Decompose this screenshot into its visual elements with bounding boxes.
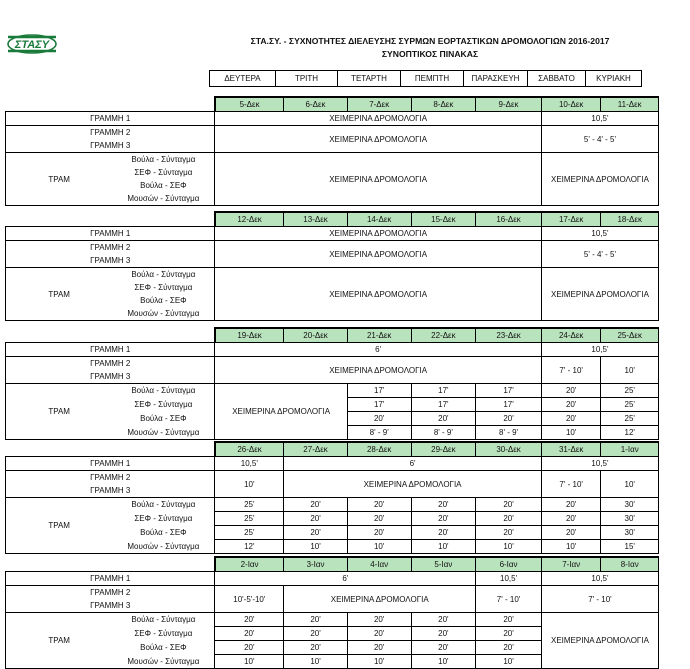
line-label: ΓΡΑΜΜΗ 1 [6, 343, 215, 357]
schedule-cell: 6' [215, 343, 541, 357]
schedule-cell: ΧΕΙΜΕΡΙΝΑ ΔΡΟΜΟΛΟΓΙΑ [215, 268, 541, 321]
logo-text: ΣΤΑΣΥ [14, 39, 50, 51]
schedule-cell: 8' - 9' [476, 426, 542, 440]
schedule-cell: 20' [476, 412, 542, 426]
date-cell: 6-Ιαν [476, 557, 542, 572]
schedule-cell: 20' [541, 384, 601, 398]
schedule-cell: 20' [284, 641, 348, 655]
schedule-cell: 17' [347, 398, 411, 412]
schedule-cell: 20' [411, 641, 476, 655]
schedule-cell: 25' [601, 412, 659, 426]
stasy-logo [6, 33, 58, 55]
date-cell: 27-Δεκ [284, 442, 348, 457]
date-cell: 13-Δεκ [284, 212, 348, 227]
schedule-cell: 30' [601, 512, 659, 526]
date-cell: 20-Δεκ [284, 328, 348, 343]
day-name: ΠΑΡΑΣΚΕΥΗ [464, 71, 528, 87]
schedule-cell: 10' [476, 540, 542, 554]
date-cell: 7-Δεκ [347, 97, 411, 112]
day-header [209, 70, 642, 87]
schedule-cell: 20' [541, 498, 601, 512]
schedule-cell: 10,5' [541, 343, 658, 357]
schedule-cell: 7' - 10' [541, 471, 601, 498]
date-cell: 24-Δεκ [541, 328, 601, 343]
schedule-cell: 17' [476, 384, 542, 398]
line-label: ΓΡΑΜΜΗ 3 [6, 599, 215, 613]
date-cell: 2-Ιαν [215, 557, 284, 572]
date-cell: 19-Δεκ [215, 328, 284, 343]
schedule-cell: 25' [601, 398, 659, 412]
schedule-cell: 5' - 4' - 5' [541, 126, 658, 153]
line-label: ΓΡΑΜΜΗ 3 [6, 370, 215, 384]
schedule-cell: 10,5' [541, 457, 658, 471]
tram-route: Μουσών - Σύνταγμα [112, 426, 215, 440]
schedule-cell: 20' [284, 526, 348, 540]
date-cell: 18-Δεκ [601, 212, 659, 227]
date-cell: 8-Ιαν [601, 557, 659, 572]
tram-route: Μουσών - Σύνταγμα [112, 655, 215, 669]
schedule-cell: 7' - 10' [541, 357, 601, 384]
schedule-cell: 20' [411, 412, 476, 426]
schedule-cell: 10' [601, 357, 659, 384]
date-cell: 1-Ιαν [601, 442, 659, 457]
schedule-cell: 7' - 10' [541, 586, 658, 613]
tram-label: ΤΡΑΜ [6, 384, 113, 440]
line-label: ΓΡΑΜΜΗ 1 [6, 457, 215, 471]
day-name: ΠΕΜΠΤΗ [401, 71, 464, 87]
week-table [5, 556, 659, 669]
date-cell: 11-Δεκ [601, 97, 659, 112]
tram-route: ΣΕΦ - Σύνταγμα [134, 283, 193, 292]
line-label: ΓΡΑΜΜΗ 1 [6, 227, 215, 241]
schedule-cell: 20' [347, 498, 411, 512]
date-cell: 23-Δεκ [476, 328, 542, 343]
tram-route: ΣΕΦ - Σύνταγμα [134, 514, 193, 523]
schedule-cell: 20' [411, 613, 476, 627]
tram-route: Μουσών - Σύνταγμα [112, 192, 215, 206]
schedule-cell: 10,5' [541, 112, 658, 126]
schedule-cell: 20' [215, 613, 284, 627]
schedule-cell: 10' [601, 471, 659, 498]
day-name: ΚΥΡΙΑΚΗ [586, 71, 642, 87]
date-cell: 21-Δεκ [347, 328, 411, 343]
schedule-cell: ΧΕΙΜΕΡΙΝΑ ΔΡΟΜΟΛΟΓΙΑ [284, 586, 476, 613]
line-label: ΓΡΑΜΜΗ 2 [6, 241, 215, 255]
date-cell: 5-Ιαν [411, 557, 476, 572]
schedule-cell: 10' [541, 426, 601, 440]
schedule-cell: 25' [215, 498, 284, 512]
schedule-cell: 10' [347, 540, 411, 554]
schedule-cell: ΧΕΙΜΕΡΙΝΑ ΔΡΟΜΟΛΟΓΙΑ [215, 384, 347, 440]
schedule-cell: 10' [215, 471, 284, 498]
date-cell: 25-Δεκ [601, 328, 659, 343]
schedule-cell: 20' [411, 512, 476, 526]
date-cell: 12-Δεκ [215, 212, 284, 227]
tram-route: Βούλα - ΣΕΦ [140, 528, 187, 537]
tram-route: Βούλα - Σύνταγμα [112, 613, 215, 627]
schedule-cell: 10,5' [215, 457, 284, 471]
date-cell: 22-Δεκ [411, 328, 476, 343]
schedule-cell: ΧΕΙΜΕΡΙΝΑ ΔΡΟΜΟΛΟΓΙΑ [215, 153, 541, 206]
schedule-cell: 6' [215, 572, 476, 586]
line-label: ΓΡΑΜΜΗ 1 [6, 112, 215, 126]
schedule-cell: 10' [347, 655, 411, 669]
schedule-cell: 20' [215, 627, 284, 641]
schedule-cell: 30' [601, 498, 659, 512]
tram-route: Μουσών - Σύνταγμα [112, 540, 215, 554]
schedule-cell: 20' [347, 627, 411, 641]
schedule-cell: 10' [411, 540, 476, 554]
date-cell: 6-Δεκ [284, 97, 348, 112]
schedule-cell: 20' [347, 641, 411, 655]
tram-route: ΣΕΦ - Σύνταγμα [134, 629, 193, 638]
tram-route: Μουσών - Σύνταγμα [112, 307, 215, 321]
schedule-cell: 25' [601, 384, 659, 398]
date-cell: 30-Δεκ [476, 442, 542, 457]
schedule-cell: 12' [215, 540, 284, 554]
line-label: ΓΡΑΜΜΗ 1 [6, 572, 215, 586]
schedule-cell: 20' [347, 613, 411, 627]
schedule-cell: 6' [284, 457, 542, 471]
schedule-cell: 20' [541, 512, 601, 526]
schedule-cell: 20' [541, 398, 601, 412]
schedule-cell: ΧΕΙΜΕΡΙΝΑ ΔΡΟΜΟΛΟΓΙΑ [215, 357, 541, 384]
schedule-cell: 20' [284, 498, 348, 512]
day-name: ΣΑΒΒΑΤΟ [528, 71, 586, 87]
schedule-cell: 7' - 10' [476, 586, 542, 613]
line-label: ΓΡΑΜΜΗ 3 [6, 139, 215, 153]
schedule-cell: 17' [347, 384, 411, 398]
line-label: ΓΡΑΜΜΗ 2 [6, 126, 215, 140]
week-table [5, 96, 659, 206]
date-cell: 4-Ιαν [347, 557, 411, 572]
week-table [5, 327, 659, 440]
schedule-cell: 10'-5'-10' [215, 586, 284, 613]
date-cell: 29-Δεκ [411, 442, 476, 457]
tram-label: ΤΡΑΜ [6, 268, 113, 321]
schedule-cell: 20' [347, 412, 411, 426]
schedule-cell: ΧΕΙΜΕΡΙΝΑ ΔΡΟΜΟΛΟΓΙΑ [541, 268, 658, 321]
date-cell: 28-Δεκ [347, 442, 411, 457]
schedule-cell: 12' [601, 426, 659, 440]
schedule-cell: ΧΕΙΜΕΡΙΝΑ ΔΡΟΜΟΛΟΓΙΑ [541, 153, 658, 206]
schedule-cell: 10' [411, 655, 476, 669]
schedule-cell: 10' [541, 540, 601, 554]
schedule-cell: 20' [411, 627, 476, 641]
schedule-cell: 25' [215, 526, 284, 540]
tram-label: ΤΡΑΜ [6, 498, 113, 554]
schedule-cell: 10' [476, 655, 542, 669]
schedule-cell: 5' - 4' - 5' [541, 241, 658, 268]
tram-route: Βούλα - Σύνταγμα [112, 498, 215, 512]
schedule-cell: 17' [411, 384, 476, 398]
schedule-cell: 10' [284, 655, 348, 669]
schedule-cell: ΧΕΙΜΕΡΙΝΑ ΔΡΟΜΟΛΟΓΙΑ [215, 227, 541, 241]
date-cell: 3-Ιαν [284, 557, 348, 572]
line-label: ΓΡΑΜΜΗ 2 [6, 357, 215, 371]
schedule-cell: 20' [541, 412, 601, 426]
schedule-cell: 15' [601, 540, 659, 554]
schedule-cell: ΧΕΙΜΕΡΙΝΑ ΔΡΟΜΟΛΟΓΙΑ [541, 613, 658, 669]
tram-label: ΤΡΑΜ [6, 153, 113, 206]
schedule-cell: 20' [347, 512, 411, 526]
tram-label: ΤΡΑΜ [6, 613, 113, 669]
schedule-cell: 20' [284, 627, 348, 641]
schedule-cell: 20' [284, 512, 348, 526]
line-label: ΓΡΑΜΜΗ 3 [6, 254, 215, 268]
schedule-cell: 30' [601, 526, 659, 540]
schedule-cell: 10,5' [541, 572, 658, 586]
schedule-cell: 8' - 9' [347, 426, 411, 440]
date-cell: 26-Δεκ [215, 442, 284, 457]
line-label: ΓΡΑΜΜΗ 3 [6, 484, 215, 498]
date-cell: 31-Δεκ [541, 442, 601, 457]
tram-route: Βούλα - Σύνταγμα [112, 153, 215, 167]
schedule-cell: 20' [476, 641, 542, 655]
schedule-cell: 20' [284, 613, 348, 627]
date-cell: 5-Δεκ [215, 97, 284, 112]
day-name: ΔΕΥΤΕΡΑ [210, 71, 276, 87]
tram-route: Βούλα - Σύνταγμα [112, 384, 215, 398]
line-label: ΓΡΑΜΜΗ 2 [6, 471, 215, 485]
date-cell: 16-Δεκ [476, 212, 542, 227]
tram-route: Βούλα - ΣΕΦ [140, 181, 187, 190]
date-cell: 17-Δεκ [541, 212, 601, 227]
date-cell: 7-Ιαν [541, 557, 601, 572]
date-cell: 15-Δεκ [411, 212, 476, 227]
schedule-cell: 20' [476, 613, 542, 627]
schedule-cell: 20' [347, 526, 411, 540]
schedule-cell: 8' - 9' [411, 426, 476, 440]
date-cell: 9-Δεκ [476, 97, 542, 112]
line-label: ΓΡΑΜΜΗ 2 [6, 586, 215, 600]
schedule-cell: 20' [411, 498, 476, 512]
day-name: ΤΕΤΑΡΤΗ [338, 71, 401, 87]
schedule-cell: 25' [215, 512, 284, 526]
tram-route: Βούλα - ΣΕΦ [140, 296, 187, 305]
schedule-cell: 17' [411, 398, 476, 412]
schedule-cell: ΧΕΙΜΕΡΙΝΑ ΔΡΟΜΟΛΟΓΙΑ [215, 126, 541, 153]
tram-route: Βούλα - ΣΕΦ [140, 414, 187, 423]
tram-route: ΣΕΦ - Σύνταγμα [134, 168, 193, 177]
date-cell: 10-Δεκ [541, 97, 601, 112]
schedule-cell: 10' [284, 540, 348, 554]
schedule-cell: 20' [541, 526, 601, 540]
week-table [5, 441, 659, 554]
tram-route: ΣΕΦ - Σύνταγμα [134, 400, 193, 409]
schedule-cell: 20' [476, 512, 542, 526]
schedule-cell: 20' [215, 641, 284, 655]
schedule-cell: ΧΕΙΜΕΡΙΝΑ ΔΡΟΜΟΛΟΓΙΑ [215, 112, 541, 126]
page-title: ΣΤΑ.ΣΥ. - ΣΥΧΝΟΤΗΤΕΣ ΔΙΕΛΕΥΣΗΣ ΣΥΡΜΩΝ ΕΟΡΤΑΣΤΙΚΩΝ ΔΡΟΜΟΛΟΓΙΩΝ 2016-2017 [250, 36, 610, 46]
schedule-cell: ΧΕΙΜΕΡΙΝΑ ΔΡΟΜΟΛΟΓΙΑ [284, 471, 542, 498]
schedule-cell: 17' [476, 398, 542, 412]
schedule-cell: 20' [411, 526, 476, 540]
schedule-cell: 20' [476, 526, 542, 540]
week-table [5, 211, 659, 321]
day-name: ΤΡΙΤΗ [276, 71, 338, 87]
tram-route: Βούλα - ΣΕΦ [140, 643, 187, 652]
schedule-cell: ΧΕΙΜΕΡΙΝΑ ΔΡΟΜΟΛΟΓΙΑ [215, 241, 541, 268]
tram-route: Βούλα - Σύνταγμα [112, 268, 215, 282]
page-subtitle: ΣΥΝΟΠΤΙΚΟΣ ΠΙΝΑΚΑΣ [381, 49, 479, 59]
date-cell: 8-Δεκ [411, 97, 476, 112]
schedule-cell: 10,5' [476, 572, 542, 586]
schedule-cell: 20' [476, 498, 542, 512]
date-cell: 14-Δεκ [347, 212, 411, 227]
schedule-cell: 10' [215, 655, 284, 669]
schedule-cell: 20' [476, 627, 542, 641]
schedule-cell: 10,5' [541, 227, 658, 241]
